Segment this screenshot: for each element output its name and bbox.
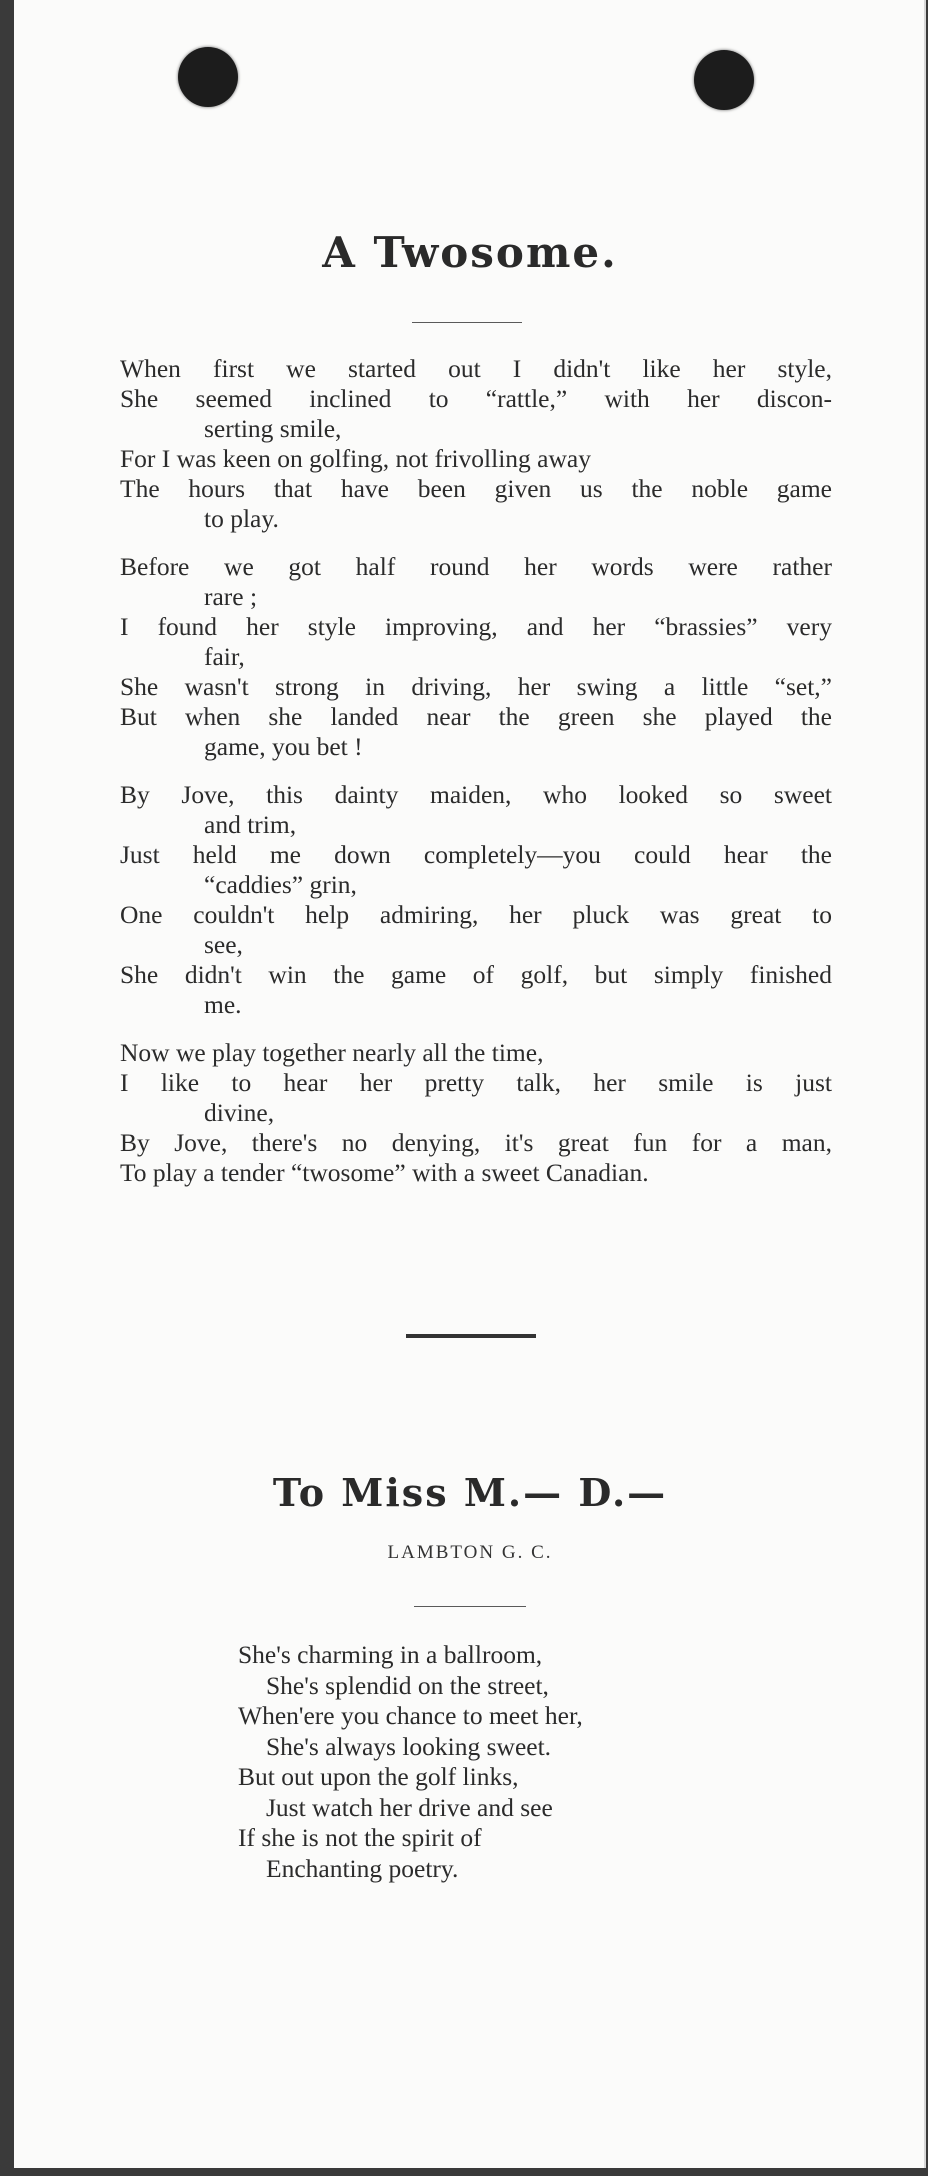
poem-line: She seemed inclined to “rattle,” with her discon- [120,384,832,413]
poem-line: fair, [204,642,245,671]
title-rule [412,322,522,323]
poem-line: The hours that have been given us the noble game [120,474,832,503]
subtitle-rule [414,1606,526,1607]
poem-line: and trim, [204,810,297,839]
poem-line: divine, [204,1098,275,1127]
stanza [120,780,832,1020]
poem-line: By Jove, there's no denying, it's great fun for a man, [120,1128,832,1157]
poem-line: For I was keen on golfing, not frivolling away [120,444,591,473]
poem-title-to-miss: To Miss M.— D.— [272,1470,668,1515]
poem-line: To play a tender “twosome” with a sweet Canadian. [120,1158,649,1187]
poem-line: One couldn't help admiring, her pluck was great to [120,900,832,929]
poem-line: serting smile, [204,414,342,443]
poem-line: I found her style improving, and her “brassies” very [120,612,832,641]
poem-to-miss [238,1640,583,1884]
punch-hole-left [178,47,238,107]
poem-line: see, [204,930,243,959]
poem-line: Enchanting poetry. [266,1853,459,1883]
poem-title-twosome: A Twosome. [322,228,618,277]
stanza [120,1038,832,1188]
poem-line: She's always looking sweet. [266,1731,552,1761]
poem-line: But out upon the golf links, [238,1762,519,1791]
poem-line: me. [204,990,242,1019]
poem-line: She wasn't strong in driving, her swing a little “set,” [120,672,832,701]
poem-line: Just watch her drive and see [266,1792,553,1822]
poem-line: Before we got half round her words were rather [120,552,832,581]
section-divider [406,1334,536,1338]
poem-line: She didn't win the game of golf, but simply finished [120,960,832,989]
poem-line: She's charming in a ballroom, [238,1640,543,1669]
poem-line: to play. [204,504,279,533]
poem-line: I like to hear her pretty talk, her smile is just [120,1068,832,1097]
poem-line: rare ; [204,582,258,611]
poem-line: She's splendid on the street, [266,1670,549,1700]
stanza [120,354,832,534]
poem-line: game, you bet ! [204,732,363,761]
poem-line: But when she landed near the green she played the [120,702,832,731]
poem-subtitle-club: LAMBTON G. C. [387,1542,553,1563]
poem-line: When'ere you chance to meet her, [238,1701,583,1730]
poem-line: Now we play together nearly all the time, [120,1038,544,1067]
poem-line: If she is not the spirit of [238,1823,482,1852]
poem-line: By Jove, this dainty maiden, who looked so sweet [120,780,832,809]
poem-twosome [120,354,832,1206]
poem-line: “caddies” grin, [204,870,357,899]
stanza [120,552,832,762]
punch-hole-right [694,50,754,110]
poem-line: Just held me down completely—you could hear the [120,840,832,869]
printed-card [14,0,926,2168]
poem-line: When first we started out I didn't like her style, [120,354,832,383]
